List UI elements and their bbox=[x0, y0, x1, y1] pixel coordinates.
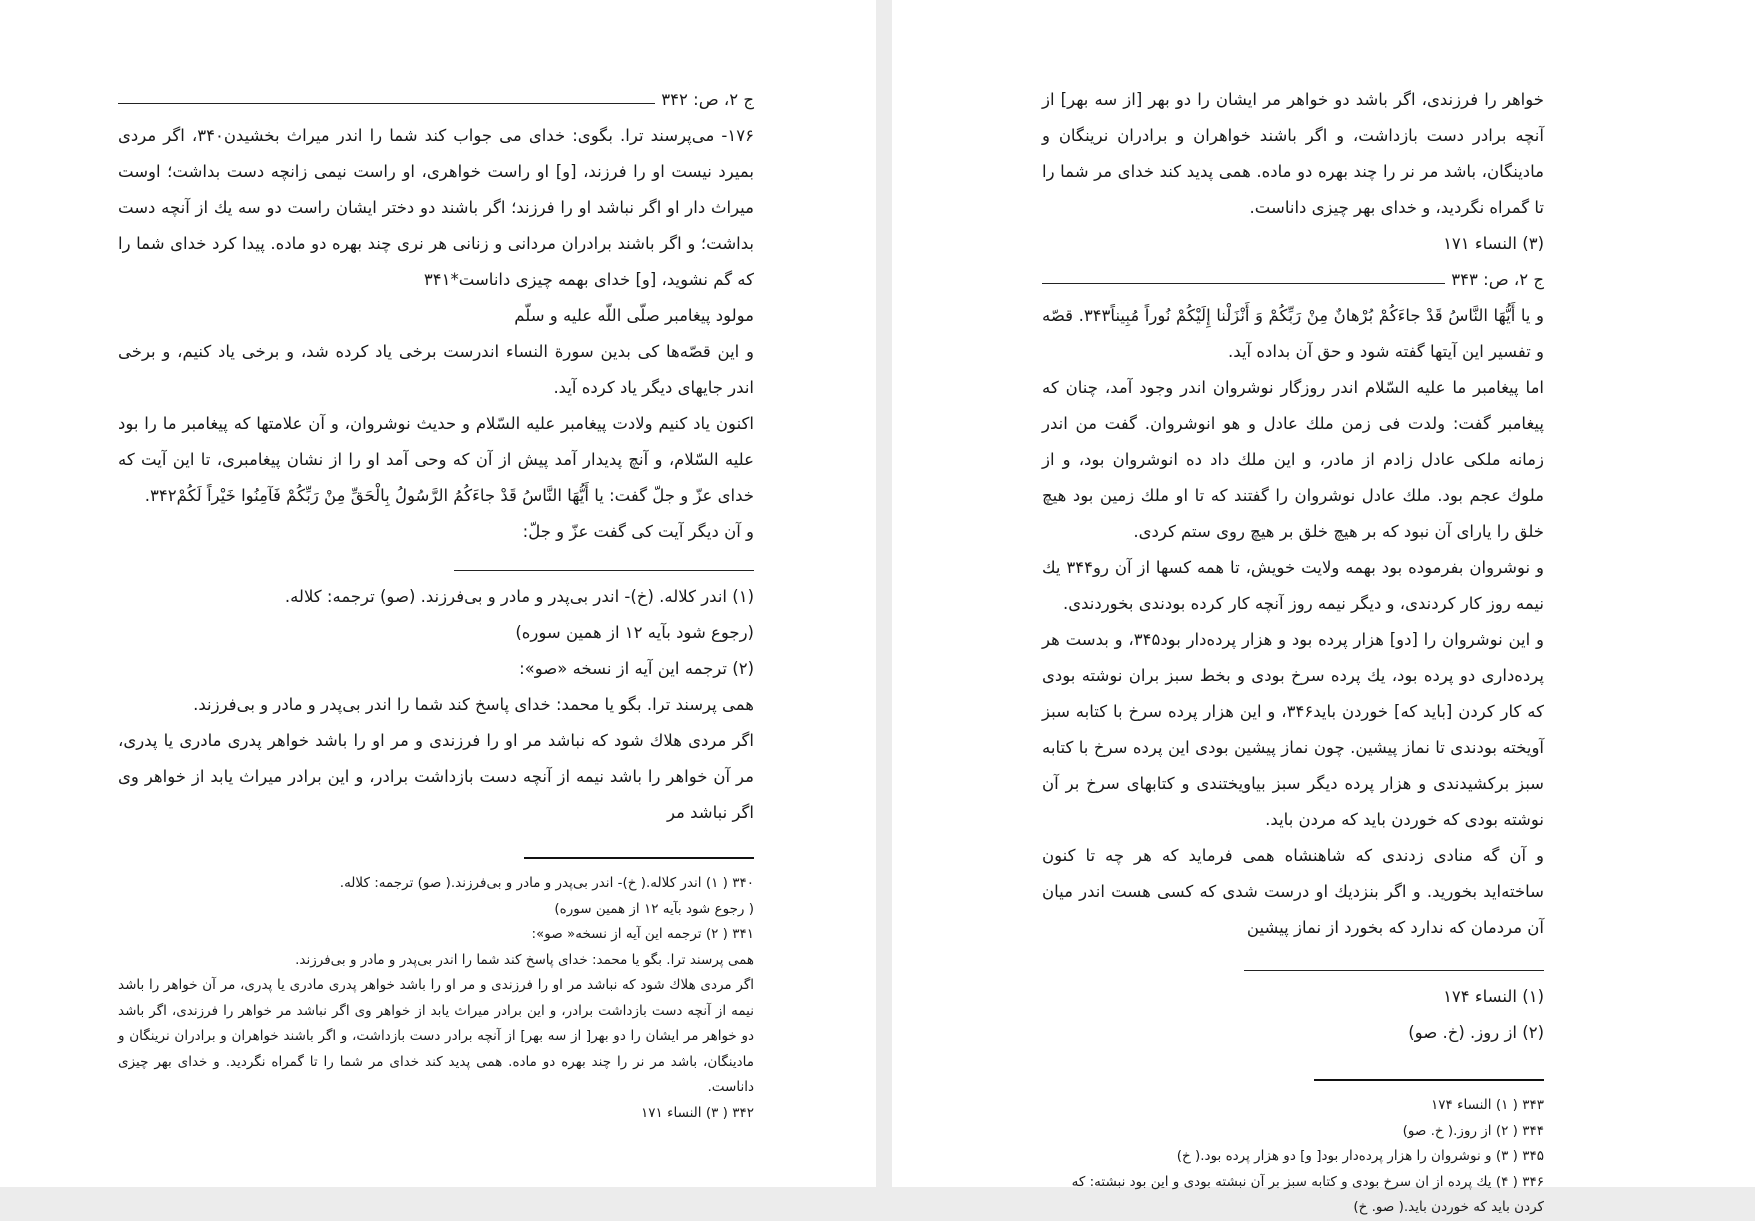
footnote: ۳۴۶ ( ۴) يك پرده از ان سرخ بودی و کتابه سبز بر آن نبشته بودی و این بود نبشته: که کردن باید که خوردن باید.( صو. خ) bbox=[1071, 1173, 1544, 1215]
page-header bbox=[118, 82, 754, 118]
header-rule bbox=[118, 103, 655, 104]
paragraph: اما پیغامبر ما علیه السّلام اندر روزگار نوشروان اندر وجود آمد، چنان که پیغامبر گفت: ولدت فی زمن ملك عادل و هو انوشروان. گفت من اندر زمانه ملکی عادل زادم از مادر، و این ملك داد ده انوشروان بود، و از ملوك عجم بود. ملك عادل نوشروان را گفتند که تا او ملك زمین بود هیچ خلق را یارای آن نبود که بر هیچ خلق بر هیچ روی ستم کردی. bbox=[1042, 378, 1544, 541]
notes-separator bbox=[454, 570, 754, 571]
note: (۲) از روز. (خ. صو) bbox=[1408, 1023, 1544, 1042]
footnote: ( رجوع شود بآیه ۱۲ از همین سوره) bbox=[554, 900, 754, 917]
note: (۲) ترجمه این آیه از نسخه «صو»: bbox=[519, 659, 754, 678]
footnote: ۳۴۱ ( ۲) ترجمه این آیه از نسخه« صو»: bbox=[531, 926, 754, 942]
paragraph: و نوشروان بفرموده بود بهمه ولایت خویش، تا همه کسها از آن رو۳۴۴ يك نیمه روز کار کردندی، و دیگر نیمه روز آنچه کار کرده بودندی بخوردندی. bbox=[1042, 558, 1544, 613]
footnotes bbox=[1042, 1093, 1544, 1221]
page-header-label: ج ۲، ص: ۳۴۲ bbox=[661, 90, 754, 109]
footnote: اگر مردی هلاك شود که نباشد مر او را فرزندی و مر او را باشد خواهر پدری مادری یا پدری، مر آن خواهر را باشد نیمه از آنچه دست بازداشت برادر، و این برادر میراث یابد از خواهر وی اگر نباشد مر خواهر را فرزندی، اگر باشد دو خواهر مر ایشان را دو بهر[ از سه بهر] از آنچه برادر دست بازداشت، و اگر باشند خواهران و برادران نرینگان و مادینگان، باشد مر نر را چند بهره دو ماده. همی پدید کند خدای مر شما را تا گمراه نگردید. و خدای بهر چیزی داناست. bbox=[118, 977, 754, 1095]
footnote: ۳۴۰ ( ۱) اندر کلاله.( خ)- اندر بی‌پدر و مادر و بی‌فرزند.( صو) ترجمه: کلاله. bbox=[339, 875, 754, 891]
footnote: ۳۴۴ ( ۲) از روز.( خ. صو) bbox=[1402, 1122, 1544, 1139]
footnote: ۳۴۲ ( ۳) النساء ۱۷۱ bbox=[641, 1104, 754, 1121]
footnote: ۳۴۵ ( ۳) و نوشروان را هزار پرده‌دار بود[ و] دو هزار پرده بود.( خ) bbox=[1176, 1148, 1544, 1164]
paragraph: و این نوشروان را [دو] هزار پرده بود و هزار پرده‌دار بود۳۴۵، و بدست هر پرده‌داری دو پرده بود، يك پرده سرخ بودی و بخط سبز بران نوشته بودی که کار کردن [باید که] خوردن باید۳۴۶، و این هزار پرده سرخ با کتابه سبز آویخته بودندی تا نماز پیشین. چون نماز پیشین بودی این پرده سرخ با کتابه سبز برکشیدندی و هزار پرده دیگر سبز بیاویختندی و کتابهای سرخ بر آن نوشته بودی که خوردن باید که مردن باید. bbox=[1042, 630, 1544, 829]
paragraph: اکنون یاد کنیم ولادت پیغامبر علیه السّلام و حدیث نوشروان، و آن علامتها که پیغامبر ما را بود علیه السّلام، و آنچ پدیدار آمد پیش از آن که وحی آمد او را از نشان پیغامبری، تا این آیت که خدای عزّ و جلّ گفت: يا أَيُّهَا النَّاسُ قَدْ جاءَكُمُ الرَّسُولُ بِالْحَقِّ مِنْ رَبِّكُمْ فَآمِنُوا خَيْراً لَكُمْ۳۴۲. bbox=[118, 414, 754, 505]
note: اگر مردی هلاك شود که نباشد مر او را فرزندی و مر او را باشد خواهر پدری مادری یا پدری، مر آن خواهر را باشد نیمه از آنچه دست بازداشت برادر، و این برادر میراث یابد از خواهر وی اگر نباشد مر bbox=[118, 731, 754, 822]
notes-separator bbox=[1244, 970, 1544, 971]
note: (۳) النساء ۱۷۱ bbox=[1443, 234, 1544, 253]
note: (رجوع شود بآیه ۱۲ از همین سوره) bbox=[515, 623, 754, 642]
page-header-label: ج ۲، ص: ۳۴۳ bbox=[1451, 270, 1544, 289]
footnotes bbox=[118, 871, 754, 1126]
right-page bbox=[892, 0, 1755, 1215]
paragraph: ۱۷۶- می‌پرسند ترا. بگوی: خدای می جواب کند شما را اندر میراث بخشیدن۳۴۰، اگر مردی بمیرد نیست او را فرزند، [و] او راست خواهری، او راست نیمی زانچه دست بداشت؛ اوست میراث دار او اگر نباشد او را فرزند؛ اگر باشند دو دختر ایشان راست دو سه يك از آنچه دست بداشت؛ و اگر باشند برادران مردانی و زنانی هر نری چند بهره دو ماده. پیدا کرد خدای شما را که گم نشوید، [و] خدای بهمه چیزی داناست*۳۴۱ bbox=[118, 126, 754, 289]
paragraph: و این قصّه‌ها کی بدین سورة النساء اندرست برخی یاد کرده شد، و برخی یاد کنیم، و برخی اندر جایهای دیگر یاد کرده آید. bbox=[118, 342, 754, 397]
footnotes-separator bbox=[524, 857, 754, 859]
page-header bbox=[1042, 262, 1544, 298]
footnotes-separator bbox=[1314, 1079, 1544, 1081]
paragraph: و آن گه منادی زدندی که شاهنشاه همی فرماید که هر چه تا کنون ساخته‌اید بخورید. و اگر بنزدیك او درست شدی که کسی هست اندر میان آن مردمان که ندارد که بخورد از نماز پیشین bbox=[1042, 846, 1544, 937]
footnote: همی پرسند ترا. بگو یا محمد: خدای پاسخ کند شما را اندر بی‌پدر و مادر و بی‌فرزند. bbox=[295, 951, 754, 968]
note: (۱) النساء ۱۷۴ bbox=[1443, 987, 1544, 1006]
paragraph: و آن دیگر آیت کی گفت عزّ و جلّ: bbox=[522, 522, 754, 541]
left-page bbox=[0, 0, 876, 1187]
section-heading: مولود پیغامبر صلّى اللّه علیه و سلّم bbox=[514, 306, 754, 325]
note: (۱) اندر کلاله. (خ)- اندر بی‌پدر و مادر و بی‌فرزند. (صو) ترجمه: کلاله. bbox=[284, 587, 754, 606]
paragraph: و يا أَيُّهَا النَّاسُ قَدْ جاءَكُمْ بُرْهانٌ مِنْ رَبِّكُمْ وَ أَنْزَلْنا إِلَيْكُمْ نُوراً مُبِيناً۳۴۳. قصّه و تفسیر این آیتها گفته شود و حق آن بداده آید. bbox=[1042, 306, 1544, 361]
footnote: ۳۴۳ ( ۱) النساء ۱۷۴ bbox=[1431, 1097, 1544, 1113]
header-rule bbox=[1042, 283, 1445, 284]
left-page-column bbox=[118, 82, 754, 1126]
paragraph: خواهر را فرزندی، اگر باشد دو خواهر مر ایشان را دو بهر [از سه بهر] از آنچه برادر دست بازداشت، و اگر باشند خواهران و برادران نرینگان و مادینگان، باشد مر نر را چند بهره دو ماده. همی پدید کند خدای مر شما را تا گمراه نگردید، و خدای بهر چیزی داناست. bbox=[1042, 90, 1544, 217]
note: همی پرسند ترا. بگو یا محمد: خدای پاسخ کند شما را اندر بی‌پدر و مادر و بی‌فرزند. bbox=[193, 695, 754, 714]
right-page-column bbox=[1042, 82, 1544, 1221]
